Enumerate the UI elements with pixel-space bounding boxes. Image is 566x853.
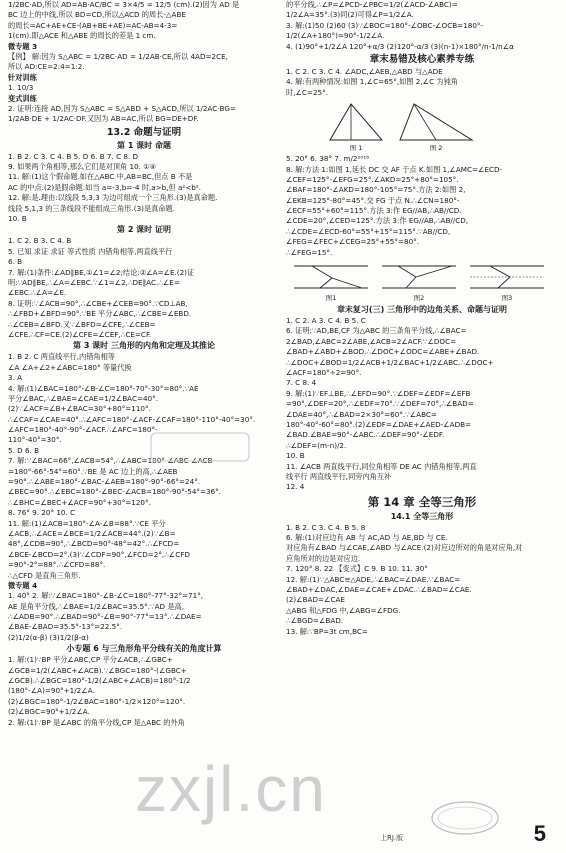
- right-column: [286, 0, 558, 637]
- watermark-stamp-graphic: [150, 432, 250, 462]
- answer-line: 3. A: [8, 373, 23, 383]
- answer-line: ∴∠BHC=∠BEC+∠ACF=90°+30°=120°.: [8, 497, 151, 507]
- answer-line: 48°,∠CDB=90°,∴∠BCD=90°-48°=42°.∴∠FCD=: [8, 539, 180, 549]
- answer-line: 1. C 2. A 3. C 4. B 5. C: [286, 316, 366, 326]
- answer-block-review-cont: [286, 154, 558, 258]
- answer-line: 7. C 8. 4: [286, 378, 317, 388]
- answer-line: 110°-40°=30°.: [8, 435, 62, 445]
- answer-line: 平分∠BAC,∴∠BAE=∠CAE=1/2∠BAC=40°.: [8, 393, 159, 403]
- answer-line: 所以 AD:CE=2:4=1:2.: [8, 62, 85, 72]
- answer-line: ∴∠DOC+∠BOD=1/2∠ACB+1/2∠BAC+1/2∠ABC.∴∠DOC+: [286, 357, 494, 367]
- figure-1: [326, 100, 386, 152]
- answer-line: 1. 10/3: [8, 83, 34, 93]
- answer-line: ∠CDE=20°,∠CED=125°.方法 3:作 EG//AB,∴AB//CD,: [286, 216, 469, 226]
- answer-line: ∴∠BGD=∠BAD.: [286, 616, 344, 626]
- chapter-review-title: 章末易错及核心素养专练: [369, 53, 475, 65]
- figure-a: [292, 260, 370, 302]
- answer-line: 变式训练: [8, 93, 37, 103]
- answer-line: 针对训练: [8, 72, 37, 82]
- answer-line: 线平行 两直线平行,同旁内角互补: [286, 471, 392, 481]
- answer-line: ∠CEF=125°-∠EFG=25°.∠AKD=25°+80°=105°.: [286, 174, 459, 184]
- answer-line: 2∠BAD,∠ABC=2∠ABE,∠ACB=2∠ACF.∵∠DOC=: [286, 336, 457, 346]
- answer-line: ∠BAD+∠ABD+∠BOD.∴∠DOC+∠ODC=∠ABE+∠BAD.: [286, 347, 480, 357]
- figure-c: [468, 260, 546, 302]
- answer-line: ∴∠FBD+∠BFD=90°.∵BE 平分∠ABC,∴∠CBE=∠EBD.: [8, 309, 192, 319]
- answer-line: 时,∠C=25°.: [286, 87, 328, 97]
- answer-line: ∠DAE=40°,∴∠BAD=2×30°=60°.∵∠ABC=: [286, 409, 437, 419]
- answer-line: ∠GCB=1/2(∠ABC+∠ACB).∵∠BGC=180°-(∠GBC+: [8, 665, 187, 675]
- parallel-figure-2: [380, 260, 458, 294]
- answer-line: ∠AFC=180°-40°-90°-∠ACF.∴∠AFC=180°-: [8, 425, 158, 435]
- answer-line: 12. 解:是.理由:以线段 5,3,3 为边可组成一个三角形.(3)是真命题.: [8, 193, 218, 203]
- answer-block-review-3: [286, 316, 558, 493]
- answer-line: 应角所对的边是对应边.: [286, 553, 361, 563]
- figure-1-caption: 图 1: [349, 144, 363, 153]
- triangle-figure-2: [396, 100, 476, 144]
- answer-line: AE 是角平分线,∴∠BAE=1/2∠BAC=35.5°.∵AD 是高,: [8, 601, 185, 611]
- triangle-figures: [286, 98, 558, 154]
- figure-b-caption: 图2: [413, 294, 425, 303]
- answer-line: ∠CFE.∴CF=CE.(2)∠CFE=∠CEF,∴CE=CF.: [8, 329, 152, 339]
- figure-a-caption: 图1: [325, 294, 337, 303]
- answer-line: 12. 解:(1)∵△ABC≌△ADE,∴∠BAC=∠DAE.∵∠BAC=: [286, 574, 461, 584]
- answer-line: 5. 已知 求证 求证 等式性质 内错角相等,两直线平行: [8, 246, 173, 256]
- answer-line: ∠BAE-∠BAD=35.5°-13°=22.5°.: [8, 622, 123, 632]
- section-14-1-title: 14.1 全等三角形: [390, 511, 454, 521]
- answer-line: ∠BEC=90°.∴∠EBC=180°-∠BEC-∠ACB=180°-90°-54°=36°.: [8, 487, 222, 497]
- answer-line: ∠GCB).∴∠BGC=180°-1/2(∠ABC+∠ACB)=180°-1/2: [8, 676, 191, 686]
- answer-line: 8. 76° 9. 20° 10. C: [8, 508, 76, 518]
- answer-line: =90°.∴∠ABE=180°-∠BAC-∠AEB=180°-90°-66°=24°.: [8, 477, 201, 487]
- answer-line: ∠ACF=180°÷2=90°.: [286, 367, 362, 377]
- answer-line: 9. 解:(1)∵EF⊥BE,∴∠EFD=90°.∵∠DEF=∠EDF=∠EFB: [286, 388, 471, 398]
- answer-block-topic-6: [8, 655, 280, 728]
- answer-line: 12. 4: [286, 482, 305, 492]
- answer-line: 10. B: [286, 451, 305, 461]
- answer-line: 1(cm).即△ACE 和△ABE 的周长的差是 1 cm.: [8, 31, 156, 41]
- answer-line: ∠ACB,∴∠ACE=∠BCE=1/2∠ACB=44°.(2)∵∠B=: [8, 528, 176, 538]
- answer-line: 8. 证明:∵∠ACB=90°,∴∠CBE+∠CEB=90°.∵CD⊥AB,: [8, 298, 188, 308]
- section-title-13-2: 13.2 命题与证明: [106, 126, 182, 138]
- answer-line: 1. C 2. B 3. C 4. B: [8, 236, 72, 246]
- figure-c-caption: 图3: [501, 294, 513, 303]
- parallel-figure-1: [292, 260, 370, 294]
- answer-line: 6. 证明:∵AD,BE,CF 为△ABC 的三条角平分线,∴∠BAC=: [286, 326, 467, 336]
- answer-line: AC 的中点.(2)是假命题.如当 a=-3,b=-4 时,a>b,但 a²<b².: [8, 182, 201, 192]
- triangle-figure-1: [326, 100, 386, 144]
- answer-block-lesson-1: [8, 152, 280, 225]
- chapter-review-3-title: 章末复习(三) 三角形中的边角关系、命题与证明: [336, 305, 508, 315]
- left-column: [8, 0, 280, 728]
- answer-line: ∠EBC.∴∠A=∠E.: [8, 288, 67, 298]
- answer-line: 明:∵AD∥BE,∴∠A=∠EBC.∵∠1=∠2,∴DE∥AC.∴∠E=: [8, 277, 180, 287]
- answer-line: ∴∠ADB=90°.∴∠BAD=90°-∠B=90°-77°=13°.∴∠DAE=: [8, 612, 202, 622]
- answer-line: △ABG 和△FDG 中,∠ABG=∠FDG.: [286, 605, 401, 615]
- answer-line: =90°-2°=88°.∴∠CFD=88°.: [8, 560, 106, 570]
- answer-line: ∴∠CEB=∠BFD.又∵∠BFD=∠CFE,∴∠CEB=: [8, 319, 156, 329]
- answer-line: 2. 解:(1)∵BP 是∠ABC 的角平分线,CP 是△ABC 的外角: [8, 717, 185, 727]
- watermark-text: zxjl.cn: [135, 753, 327, 825]
- answer-line: ∠FEG=∠FEC+∠CEG=25°+55°=80°.: [286, 237, 420, 247]
- page-number: 5: [533, 821, 546, 846]
- lesson-title-2: 第 2 课时 证明: [117, 225, 171, 235]
- answer-line: (2)∠BAD=∠CAE: [286, 595, 345, 605]
- answer-line: 1. 40° 2. 解:∵∠BAC=180°-∠B-∠C=180°-77°-32°=71°,: [8, 591, 204, 601]
- answer-line: 7. 120° 8. 22 【变式】C 9. B 10. 11. 30°: [286, 564, 428, 574]
- answer-line: 11. 解:(1)这个假命题.如在△ABC 中,AB=BC,但点 B 不是: [8, 172, 193, 182]
- answer-line: (2)∠BGC=180°-1/2∠BAC=180°-1/2×120°=120°.: [8, 696, 186, 706]
- figure-2-caption: 图 2: [429, 144, 443, 153]
- answer-line: 微专题 3: [8, 41, 38, 51]
- answer-line: 6. B: [8, 257, 23, 267]
- topic-6-title: 小专题 6 与三角形角平分线有关的角度计算: [66, 644, 222, 654]
- answer-line: ∴∠DEF=(m-n)/2.: [286, 440, 347, 450]
- answer-line: (180°-∠A)=90°+1/2∠A.: [8, 686, 95, 696]
- answer-line: ∠A ∠A+∠2+∠ABC=180° 等量代换: [8, 362, 132, 372]
- answer-line: 4. 解:有两种情况:如图 1,∠C=65°,如图 2,∠C 为钝角: [286, 77, 458, 87]
- answer-line: ∴△CFD 是直角三角形.: [8, 570, 81, 580]
- answer-line: (2)∠BGC=90°+1/2∠A.: [8, 707, 90, 717]
- figure-2: [396, 100, 476, 152]
- answer-block-review: [286, 67, 558, 98]
- answer-line: 180°-40°-60°=80°.(2)∠EDF=∠DAE+∠AED-∠ADB=: [286, 419, 472, 429]
- answer-line: 2. 证明:连接 AD,因为 S△ABC = S△ABD + S△ACD,所以 1/2AC·BG=: [8, 103, 236, 113]
- answer-block-micro-4: [8, 591, 280, 643]
- answer-line: 1. 解:(1)∵BP 平分∠ABC,CP 平分∠ACB,∴∠GBC+: [8, 655, 173, 665]
- answer-block-topic-6-cont: [286, 0, 558, 52]
- answer-line: 1/2BC·AD,所以 AD=AB·AC/BC = 3×4/5 = 12/5 (cm).(2)因为 AD 是: [8, 0, 240, 9]
- lesson-title-1: 第 1 课时 命题: [117, 140, 171, 150]
- answer-line: 线段 5,1,3 的三条线段不能组成三角形.(3)是真命题.: [8, 203, 175, 213]
- answer-block-lesson-2: [8, 236, 280, 340]
- parallel-figure-3: [468, 260, 546, 294]
- answer-line: ∴∠CAF=∠CAE=40°.∴∠AFC=180°-∠ACF-∠CAF=180°-110°-40°=30°.: [8, 414, 256, 424]
- answer-line: 6. 解:(1)对应边有 AB 与 AC,AD 与 AE,BD 与 CE.: [286, 533, 448, 543]
- answer-line: (2)1/2(α-β) (3)1/2(β-α): [8, 632, 89, 642]
- answer-line: 4. (1)90°+1/2∠A 120°+α/3 (2)120°-α/3 (3)(n-1)×180°/n-1/n∠α: [286, 41, 514, 51]
- answer-line: 【例】 解:因为 S△ABC = 1/2BC·AD = 1/2AB·CE,所以 4AD=2CE,: [8, 51, 228, 61]
- answer-line: 1. B 2. C 两直线平行,内错角相等: [8, 352, 115, 362]
- answer-line: 8. 解:方法 1:如图 1,延长 DC 交 AF 于点 K.如图 1,∠AMC=∠ECD-: [286, 164, 503, 174]
- answer-line: 3. 解:(1)50 (2)60 (3)∵∠BOC=180°-∠OBC-∠OCB=180°-: [286, 20, 484, 30]
- answer-line: 11. 解:(1)∠ACB=180°-∠A-∠B=88°.∵CE 平分: [8, 518, 166, 528]
- answer-block-lesson-3: [8, 352, 280, 581]
- answer-line: 1. B 2. C 3. C 4. B 5. D 6. B 7. C 8. D: [8, 151, 139, 161]
- answer-line: ∠BCE-∠BCD=2°.(3)∵∠CDF=90°,∠FCD=2°,∴∠CFD: [8, 549, 190, 559]
- answer-line: 1. C 2. C 3. C 4. ∠ADC,∠AEB,△ABD 与△ADE: [286, 66, 443, 76]
- answer-line: 7. 解:∵∠BAC=66°,∠ACB=54°,∴∠ABC=180°-∠ABC-∠ACB: [8, 456, 213, 466]
- footer-label: 上RJ.版: [380, 834, 404, 842]
- answer-circle-logo: [430, 800, 500, 836]
- answer-line: BC 边上的中线,所以 BD=CD,所以△ACD 的周长-△ABE: [8, 10, 186, 20]
- answer-line: 11. ∠ACB 两直线平行,同位角相等 DE AC 内错角相等,两直: [286, 461, 477, 471]
- answer-line: 13. 解:∵BP=3t cm,BC=: [286, 626, 368, 636]
- micro-topic-4-title: 微专题 4: [8, 580, 38, 590]
- answer-line: ∠BAF=180°-∠AKD=180°-105°=75°.方法 2:如图 2,: [286, 185, 466, 195]
- answer-line: 1/2AB·DE + 1/2AC·DF.又因为 AB=AC,所以 BG=DE+DF.: [8, 114, 199, 124]
- answer-block-13-1-end: [8, 0, 280, 125]
- figure-b: [380, 260, 458, 302]
- answer-line: ∠EKB=125°-80°=45°.交 FG 于点 N.∴∠CN=180°-: [286, 195, 460, 205]
- answer-line: 1. B 2. C 3. C 4. B 5. 8: [286, 522, 366, 532]
- answer-line: ∠BAD+∠DAC,∠DAE=∠CAE+∠DAC.∴∠BAD=∠CAE.: [286, 585, 472, 595]
- answer-line: ∴∠FEG=15°.: [286, 247, 333, 257]
- answer-line: 7. 解:(1)条件:∠AD∥BE,①∠1=∠2;结论:②∠A=∠E.(2)证: [8, 267, 195, 277]
- answer-line: 5. 20° 6. 38° 7. m/2²⁰¹⁸: [286, 154, 369, 164]
- answer-block-14-1: [286, 523, 558, 637]
- lesson-title-3: 第 3 课时 三角形的内角和定理及其推论: [73, 341, 215, 351]
- answer-line: 对应角有∠BAD 与∠CAE,∠ABD 与∠ACE.(2)对应边所对的角是对应角,对: [286, 543, 523, 553]
- answer-line: =90°,∠DEF=20°,∴∠EDF=70°.∵∠DEF=70°,∴∠BAD=: [286, 399, 474, 409]
- answer-line: 4. 解:(1)∠BAC=180°-∠B-∠C=180°-70°-30°=80°.∵AE: [8, 383, 199, 393]
- answer-line: 10. B: [8, 214, 27, 224]
- answer-line: 1/2(∠A+180°)=90°-1/2∠A.: [286, 31, 385, 41]
- answer-line: (2)∵∠ACF=∠B+∠BAC=30°+80°=110°.: [8, 404, 151, 414]
- parallel-line-figures: [286, 258, 558, 304]
- answer-line: 5. D 6. B: [8, 445, 40, 455]
- chapter-14-title: 第 14 章 全等三角形: [367, 494, 477, 509]
- answer-line: =180°-66°-54°=60°.∵BE 是 AC 边上的高,∴∠AEB: [8, 466, 178, 476]
- answer-line: 1/2∠A=35°.(3)同(2)可得∠P=1/2∠A.: [286, 10, 414, 20]
- answer-line: ∠BAD.∠BAE=90°-∠ABC.∴∠DEF=90°-∠EDF.: [286, 430, 445, 440]
- answer-line: ∠ECF=55°+60°=115°.方法 3:作 EG//AB,∴AB//CD.: [286, 206, 462, 216]
- answer-line: 9. 如果两个角相等,那么它们是对顶角 10. ①④: [8, 162, 157, 172]
- answer-line: 的周长=AC+AE+CE-(AB+BE+AE)=AC-AB=4-3=: [8, 20, 178, 30]
- answer-line: ∴∠CDE=∠ECD-60°=55°+15°=115°.∵AB//CD,: [286, 226, 451, 236]
- answer-line: 的平分线,∴∠P=∠PCD-∠PBC=1/2(∠ACD-∠ABC)=: [286, 0, 458, 9]
